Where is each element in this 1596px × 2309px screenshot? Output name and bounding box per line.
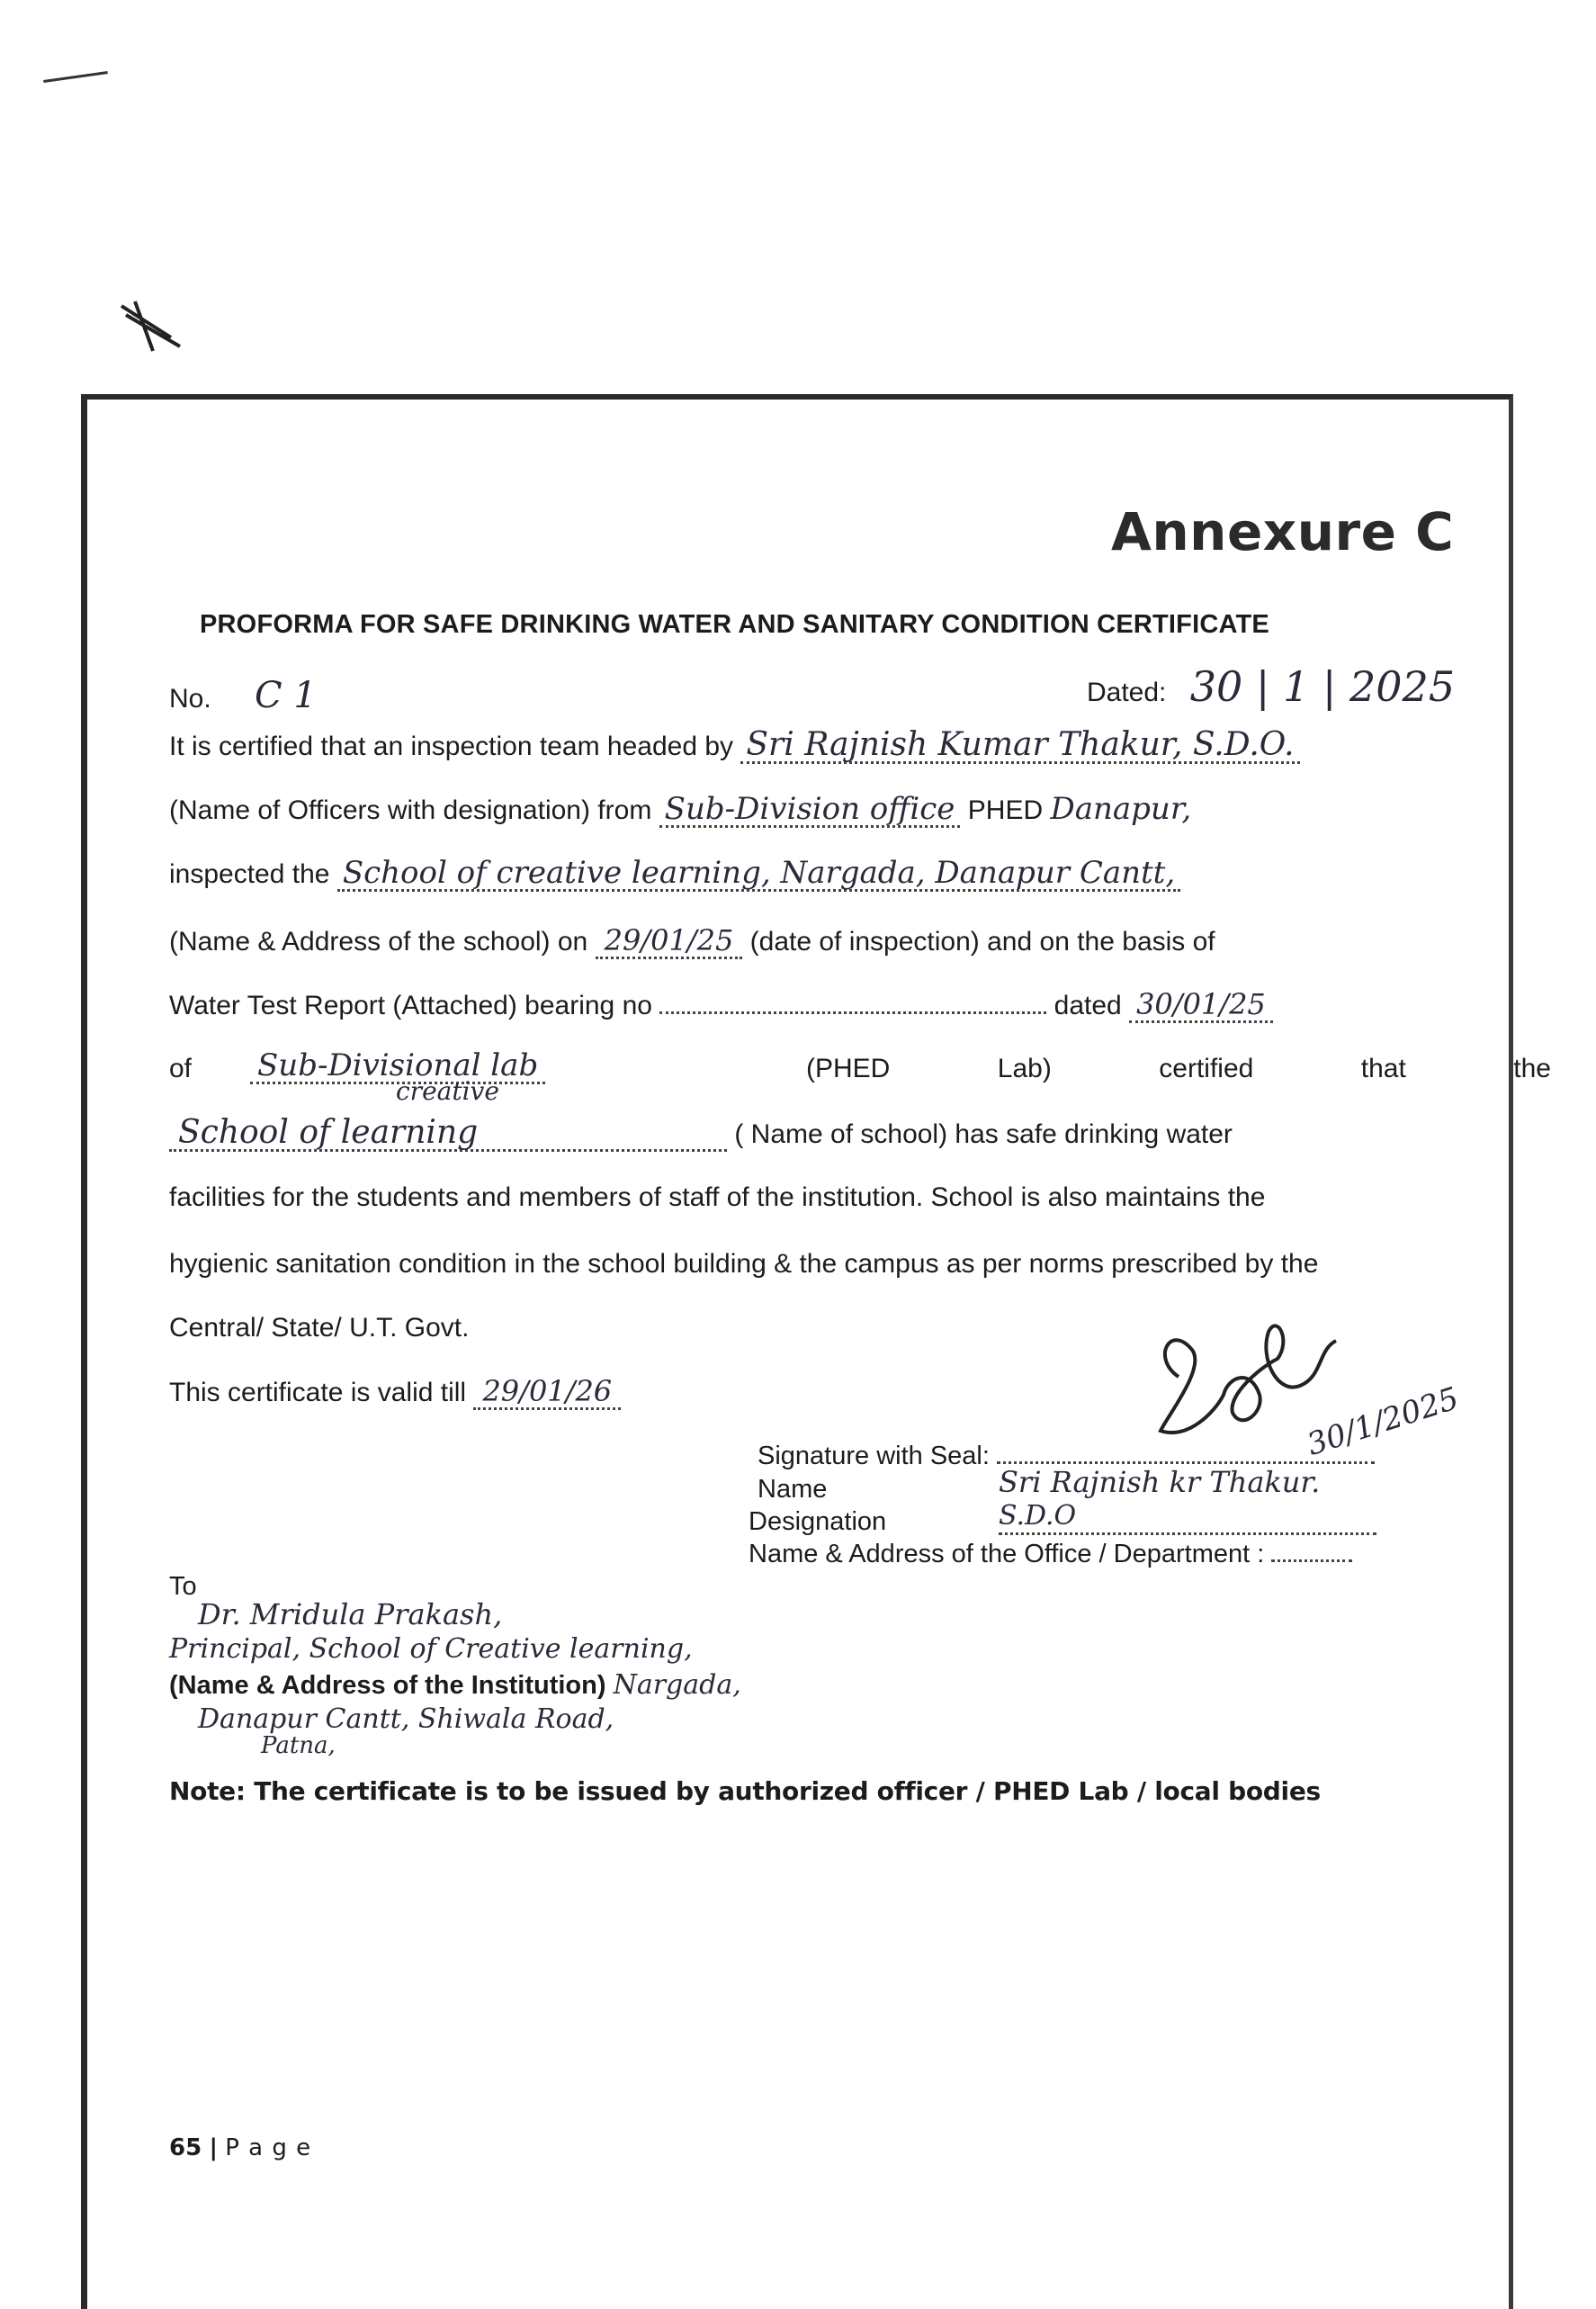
office-location: Danapur, bbox=[1050, 791, 1192, 827]
report-number-blank bbox=[659, 992, 1046, 1014]
dated-value: 30 | 1 | 2025 bbox=[1189, 662, 1456, 711]
certificate-number-row bbox=[169, 675, 317, 716]
signature-date: 30/1/2025 bbox=[1303, 1380, 1464, 1463]
lab-name: Sub-Divisional lab bbox=[250, 1049, 545, 1084]
certificate-number-label: No. bbox=[169, 684, 211, 714]
scan-scribble bbox=[117, 297, 189, 360]
recipient-address-3: Patna, bbox=[261, 1732, 336, 1759]
inspector-name: Sri Rajnish Kumar Thakur, S.D.O. bbox=[740, 729, 1299, 764]
line6-of: of bbox=[169, 1054, 193, 1083]
line-inspection-team bbox=[169, 726, 1300, 764]
certificate-number-value: C 1 bbox=[255, 675, 317, 716]
recipient-designation: Principal, School of Creative learning, bbox=[169, 1633, 693, 1665]
page-separator: | bbox=[209, 2134, 218, 2161]
name-row bbox=[758, 1465, 1321, 1505]
report-date: 30/01/25 bbox=[1129, 988, 1273, 1023]
line6-word: that bbox=[1360, 1054, 1406, 1083]
name-value: Sri Rajnish kr Thakur. bbox=[999, 1465, 1321, 1499]
validity-date: 29/01/26 bbox=[473, 1375, 621, 1410]
line5-text-b: dated bbox=[1054, 991, 1122, 1020]
recipient-name: Dr. Mridula Prakash, bbox=[198, 1597, 503, 1631]
name-label: Name bbox=[758, 1475, 828, 1504]
line6-words bbox=[806, 1053, 1551, 1085]
line6-word: certified bbox=[1159, 1054, 1254, 1083]
recipient-address-1: Nargada, bbox=[613, 1669, 741, 1701]
line1-text: It is certified that an inspection team headed by bbox=[169, 732, 734, 761]
recipient-label-row bbox=[169, 1669, 741, 1702]
line-water-test-report bbox=[169, 988, 1273, 1023]
office-name: Sub-Division office bbox=[659, 793, 961, 828]
line4-text-a: (Name & Address of the school) on bbox=[169, 927, 588, 957]
line6-word: (PHED bbox=[806, 1054, 891, 1083]
school-name-address: School of creative learning, Nargada, Danapur Cantt, bbox=[337, 857, 1180, 892]
designation-row bbox=[749, 1500, 1077, 1538]
line6-word: Lab) bbox=[997, 1054, 1052, 1083]
certificate-heading: PROFORMA FOR SAFE DRINKING WATER AND SANITARY CONDITION CERTIFICATE bbox=[200, 610, 1269, 639]
line5-text-a: Water Test Report (Attached) bearing no bbox=[169, 991, 652, 1020]
line3-text: inspected the bbox=[169, 859, 330, 889]
page-title: Annexure C bbox=[1111, 501, 1455, 562]
line2-text: (Name of Officers with designation) from bbox=[169, 795, 652, 825]
certificate-date-row bbox=[1087, 662, 1456, 711]
line-inspection-date bbox=[169, 924, 1215, 959]
line4-text-b: (date of inspection) and on the basis of bbox=[749, 927, 1215, 957]
recipient-address-2: Danapur Cantt, Shiwala Road, bbox=[198, 1703, 614, 1735]
line-officer-designation bbox=[169, 793, 1191, 828]
office-label: Name & Address of the Office / Department : bbox=[749, 1540, 1265, 1568]
phed-label: PHED bbox=[967, 795, 1044, 825]
line6-word: the bbox=[1513, 1054, 1551, 1083]
validity-line bbox=[169, 1375, 621, 1410]
page-number: 65 bbox=[169, 2134, 202, 2161]
inspection-date: 29/01/25 bbox=[596, 924, 743, 959]
line7-text: ( Name of school) has safe drinking water bbox=[734, 1119, 1233, 1149]
office-blank bbox=[1271, 1541, 1352, 1562]
line-inspected-school bbox=[169, 857, 1180, 892]
line-hygienic: hygienic sanitation condition in the school building & the campus as per norms prescribed by the bbox=[169, 1249, 1319, 1279]
school-name-insert: creative bbox=[396, 1076, 499, 1106]
school-name: School of learning bbox=[169, 1117, 727, 1152]
designation-value: S.D.O bbox=[999, 1500, 1376, 1535]
line-facilities: facilities for the students and members of staff of the institution. School is also maintains the bbox=[169, 1182, 1266, 1212]
page-footer bbox=[169, 2134, 311, 2161]
to-label: To bbox=[169, 1572, 197, 1601]
page-label: P a g e bbox=[225, 2134, 312, 2161]
office-row bbox=[749, 1538, 1352, 1570]
dated-label: Dated: bbox=[1087, 678, 1167, 707]
scan-mark bbox=[43, 71, 108, 83]
issuing-note: Note: The certificate is to be issued by authorized officer / PHED Lab / local bodies bbox=[169, 1776, 1321, 1806]
designation-label: Designation bbox=[749, 1507, 887, 1536]
line-govt: Central/ State/ U.T. Govt. bbox=[169, 1313, 470, 1343]
signature-seal-label: Signature with Seal: bbox=[758, 1442, 990, 1470]
validity-label: This certificate is valid till bbox=[169, 1378, 467, 1407]
signature-blank bbox=[997, 1443, 1375, 1464]
line-school-name bbox=[169, 1114, 1233, 1152]
recipient-label: (Name & Address of the Institution) bbox=[169, 1671, 606, 1700]
